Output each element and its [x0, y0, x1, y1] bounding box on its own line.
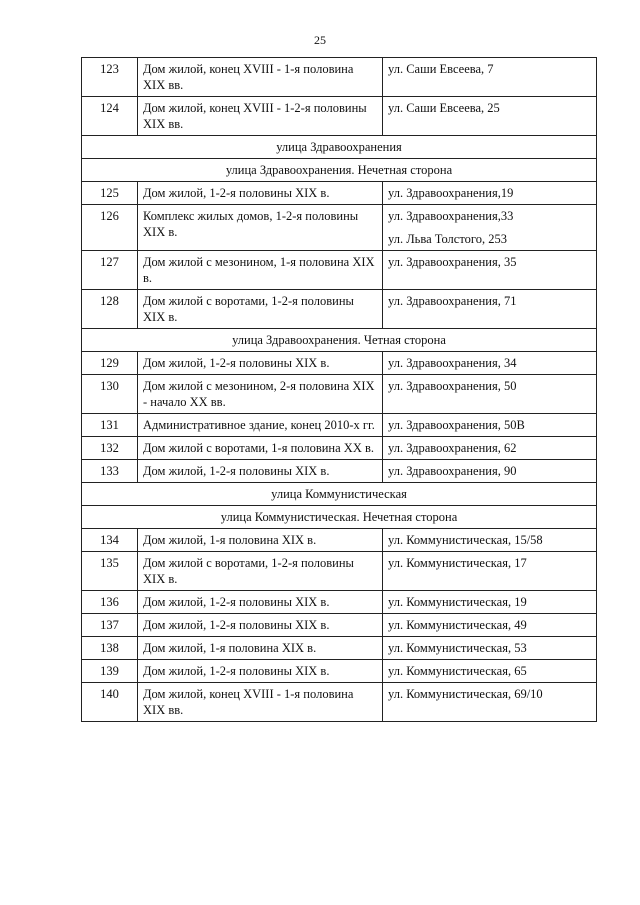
- section-header-row: [82, 483, 597, 506]
- object-address: [383, 529, 597, 552]
- object-address: [383, 614, 597, 637]
- address-line-secondary: ул. Льва Толстого, 253: [388, 232, 507, 246]
- table-row: [82, 591, 597, 614]
- row-number: 126: [82, 205, 138, 251]
- row-number: 138: [82, 637, 138, 660]
- object-name: Дом жилой, конец XVIII - 1-я половина XIX вв.: [138, 58, 383, 97]
- object-address: [383, 58, 597, 97]
- object-address: [383, 97, 597, 136]
- object-address: [383, 437, 597, 460]
- row-number: 130: [82, 375, 138, 414]
- section-header-row: [82, 506, 597, 529]
- table-row: [82, 182, 597, 205]
- table-row: [82, 205, 597, 251]
- section-title: улица Здравоохранения. Нечетная сторона: [82, 159, 597, 182]
- heritage-registry-table: [81, 57, 597, 722]
- object-name: Дом жилой, 1-2-я половины XIX в.: [138, 352, 383, 375]
- address-line: ул. Здравоохранения,33: [388, 209, 514, 223]
- object-name: Дом жилой, 1-2-я половины XIX в.: [138, 460, 383, 483]
- object-name: Дом жилой, 1-я половина XIX в.: [138, 529, 383, 552]
- object-address: [383, 552, 597, 591]
- row-number: 131: [82, 414, 138, 437]
- row-number: 139: [82, 660, 138, 683]
- address-line: ул. Здравоохранения, 62: [388, 441, 517, 455]
- row-number: 134: [82, 529, 138, 552]
- address-line: ул. Здравоохранения, 50В: [388, 418, 525, 432]
- object-address: [383, 205, 597, 251]
- object-name: Дом жилой с воротами, 1-2-я половины XIX в.: [138, 290, 383, 329]
- object-address: [383, 182, 597, 205]
- object-address: [383, 375, 597, 414]
- address-line: ул. Здравоохранения, 90: [388, 464, 517, 478]
- address-line: ул. Здравоохранения, 34: [388, 356, 517, 370]
- object-address: [383, 683, 597, 722]
- address-line: ул. Здравоохранения, 71: [388, 294, 517, 308]
- object-address: [383, 414, 597, 437]
- row-number: 125: [82, 182, 138, 205]
- row-number: 135: [82, 552, 138, 591]
- address-line: ул. Коммунистическая, 53: [388, 641, 527, 655]
- table-row: [82, 614, 597, 637]
- address-line: ул. Здравоохранения,19: [388, 186, 514, 200]
- address-line: ул. Коммунистическая, 69/10: [388, 687, 543, 701]
- row-number: 136: [82, 591, 138, 614]
- table-row: [82, 529, 597, 552]
- table-row: [82, 97, 597, 136]
- object-name: Дом жилой, 1-2-я половины XIX в.: [138, 591, 383, 614]
- row-number: 129: [82, 352, 138, 375]
- object-address: [383, 290, 597, 329]
- section-title: улица Здравоохранения. Четная сторона: [82, 329, 597, 352]
- address-line: ул. Коммунистическая, 17: [388, 556, 527, 570]
- object-address: [383, 352, 597, 375]
- object-address: [383, 460, 597, 483]
- row-number: 123: [82, 58, 138, 97]
- table-row: [82, 660, 597, 683]
- section-title: улица Коммунистическая. Нечетная сторона: [82, 506, 597, 529]
- object-name: Дом жилой, 1-я половина XIX в.: [138, 637, 383, 660]
- address-line: ул. Саши Евсеева, 7: [388, 62, 494, 76]
- object-name: Комплекс жилых домов, 1-2-я половины XIX в.: [138, 205, 383, 251]
- object-name: Дом жилой, 1-2-я половины XIX в.: [138, 182, 383, 205]
- section-title: улица Коммунистическая: [82, 483, 597, 506]
- object-name: Дом жилой с воротами, 1-я половина XX в.: [138, 437, 383, 460]
- address-line: ул. Коммунистическая, 15/58: [388, 533, 543, 547]
- section-header-row: [82, 136, 597, 159]
- object-name: Дом жилой, конец XVIII - 1-я половина XIX вв.: [138, 683, 383, 722]
- table-row: [82, 437, 597, 460]
- registry-body: [82, 58, 597, 722]
- row-number: 132: [82, 437, 138, 460]
- table-row: [82, 58, 597, 97]
- object-name: Административное здание, конец 2010-х гг.: [138, 414, 383, 437]
- object-address: [383, 591, 597, 614]
- address-line: ул. Саши Евсеева, 25: [388, 101, 500, 115]
- row-number: 140: [82, 683, 138, 722]
- table-row: [82, 460, 597, 483]
- table-row: [82, 375, 597, 414]
- address-line: ул. Здравоохранения, 50: [388, 379, 517, 393]
- object-address: [383, 660, 597, 683]
- object-name: Дом жилой с мезонином, 1-я половина XIX в.: [138, 251, 383, 290]
- table-row: [82, 637, 597, 660]
- object-name: Дом жилой, конец XVIII - 1-2-я половины XIX вв.: [138, 97, 383, 136]
- address-line: ул. Коммунистическая, 65: [388, 664, 527, 678]
- row-number: 124: [82, 97, 138, 136]
- address-line: ул. Коммунистическая, 19: [388, 595, 527, 609]
- table-row: [82, 251, 597, 290]
- object-address: [383, 637, 597, 660]
- object-name: Дом жилой, 1-2-я половины XIX в.: [138, 660, 383, 683]
- page-number: 25: [314, 33, 326, 47]
- row-number: 128: [82, 290, 138, 329]
- section-header-row: [82, 159, 597, 182]
- object-address: [383, 251, 597, 290]
- row-number: 127: [82, 251, 138, 290]
- section-header-row: [82, 329, 597, 352]
- table-row: [82, 414, 597, 437]
- object-name: Дом жилой с мезонином, 2-я половина XIX - начало XX вв.: [138, 375, 383, 414]
- table-row: [82, 683, 597, 722]
- row-number: 133: [82, 460, 138, 483]
- table-row: [82, 352, 597, 375]
- address-line: ул. Здравоохранения, 35: [388, 255, 517, 269]
- section-title: улица Здравоохранения: [82, 136, 597, 159]
- table-row: [82, 552, 597, 591]
- row-number: 137: [82, 614, 138, 637]
- object-name: Дом жилой с воротами, 1-2-я половины XIX в.: [138, 552, 383, 591]
- table-row: [82, 290, 597, 329]
- object-name: Дом жилой, 1-2-я половины XIX в.: [138, 614, 383, 637]
- address-line: ул. Коммунистическая, 49: [388, 618, 527, 632]
